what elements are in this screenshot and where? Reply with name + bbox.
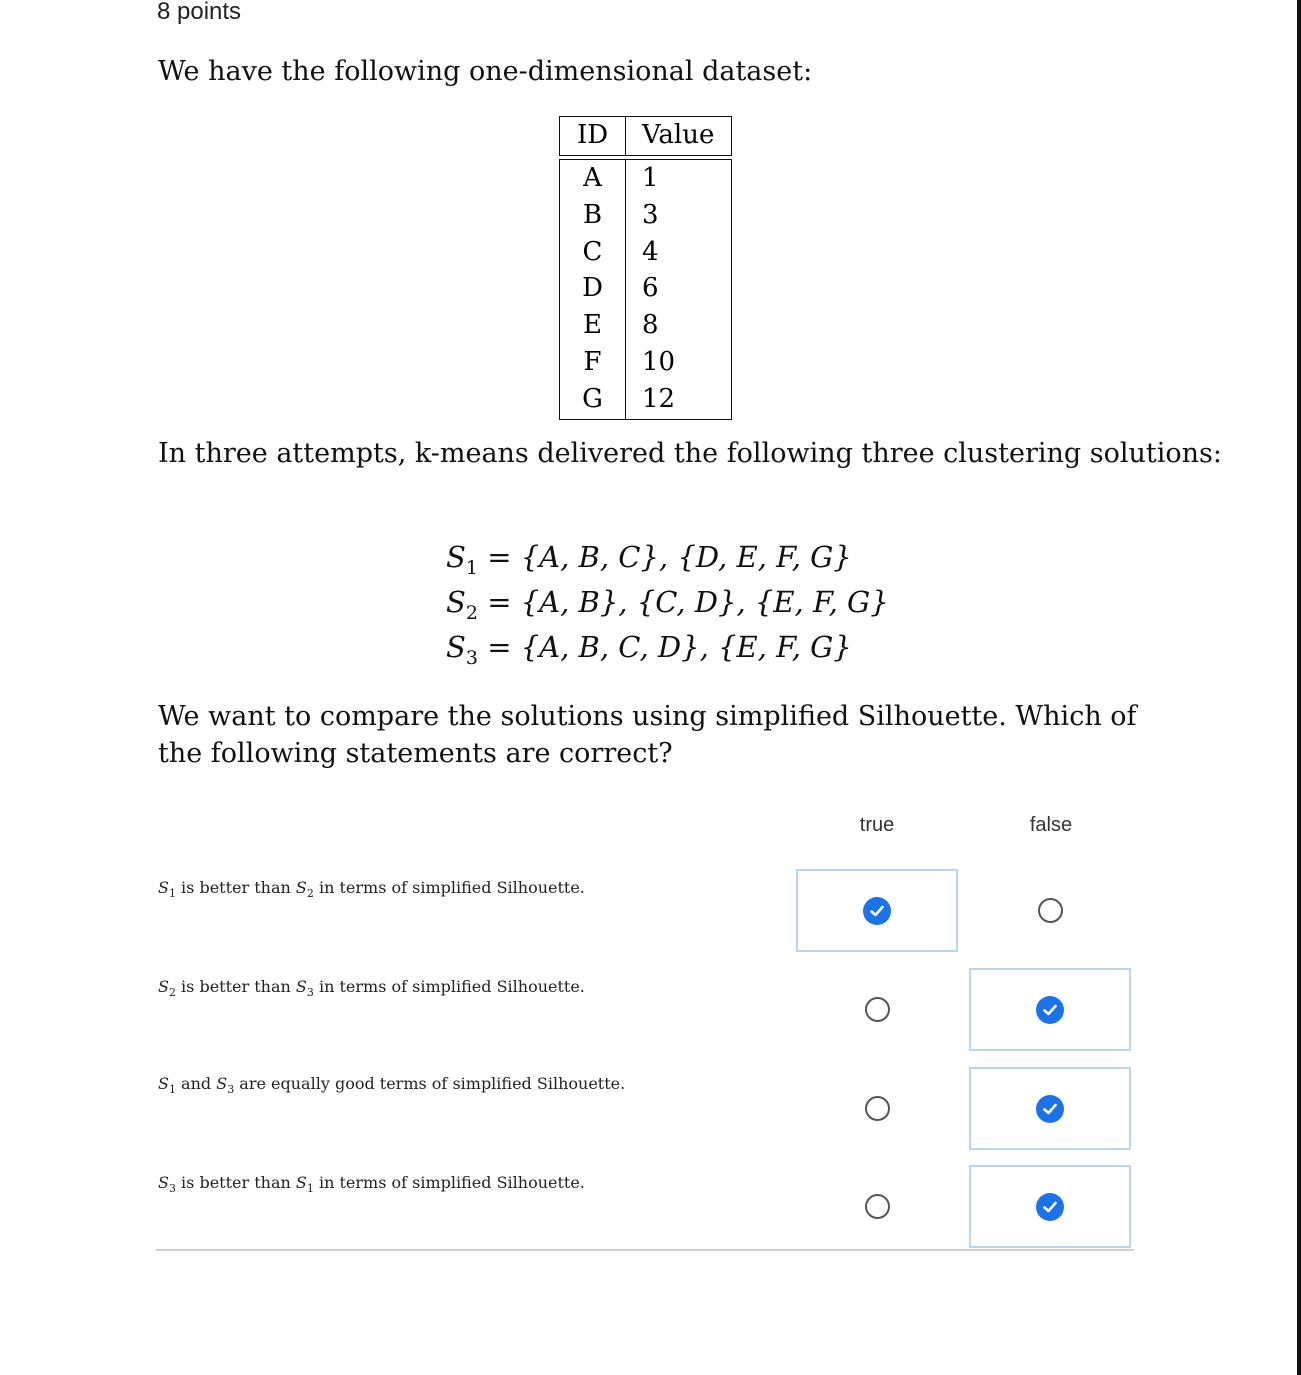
cell-value: 1 [642, 163, 659, 193]
stmt-text: is better than [175, 1173, 296, 1192]
eq-name: S [446, 585, 466, 619]
stmt-sub: 2 [306, 887, 314, 901]
radio-circle-icon [865, 997, 890, 1022]
id-column [560, 160, 626, 419]
stmt-text: is better than [175, 977, 296, 996]
option-row3-true[interactable] [796, 1067, 958, 1150]
dataset-table-header [559, 116, 732, 156]
stmt-var: S [158, 1173, 169, 1192]
checkmark-icon [863, 897, 891, 925]
compare-question-text: We want to compare the solutions using simplified Silhouette. Which of the following statements are correct? [158, 701, 1137, 769]
equation-s3 [446, 630, 852, 669]
radio-circle-icon [1038, 898, 1063, 923]
option-row4-true[interactable] [796, 1165, 958, 1248]
option-row2-true[interactable] [796, 968, 958, 1051]
eq-name: S [446, 540, 466, 574]
cell-id: D [582, 273, 603, 304]
radio-circle-icon [865, 1194, 890, 1219]
points-label: 8 points [157, 0, 242, 25]
eq-rhs: {A, B, C}, {D, E, F, G} [520, 540, 852, 574]
option-row1-true[interactable] [796, 869, 958, 952]
column-header-false: false [1029, 814, 1073, 836]
intro-text: We have the following one-dimensional dataset: [158, 56, 813, 87]
equation-s2 [446, 585, 889, 624]
cell-id: A [583, 163, 602, 193]
cell-id: E [583, 310, 602, 341]
statement-4 [158, 1173, 585, 1195]
cell-id: B [582, 199, 603, 230]
checkmark-icon [1036, 996, 1064, 1024]
solutions-intro-text: In three attempts, k-means delivered the following three clustering solutions: [158, 438, 1222, 469]
dataset-table-body [559, 159, 732, 420]
cell-id: F [583, 346, 602, 377]
statement-2 [158, 977, 585, 999]
stmt-var: S [295, 878, 307, 897]
stmt-text: in terms of simplified Silhouette. [313, 878, 585, 897]
statement-3 [158, 1074, 625, 1096]
stmt-var: S [216, 1074, 228, 1093]
stmt-sub: 2 [168, 986, 176, 1000]
column-header-true: true [859, 814, 895, 836]
option-row1-false[interactable] [969, 869, 1131, 952]
stmt-text: is better than [175, 878, 296, 897]
stmt-sub: 3 [306, 986, 314, 1000]
header-value: Value [642, 120, 715, 150]
cell-value: 12 [642, 383, 676, 414]
header-id: ID [560, 117, 626, 155]
stmt-text: are equally good terms of simplified Silhouette. [234, 1074, 626, 1093]
eq-sub: 1 [465, 556, 478, 579]
stmt-sub: 3 [168, 1182, 176, 1196]
eq-sub: 3 [465, 646, 478, 669]
cell-value: 8 [642, 310, 659, 341]
checkmark-icon [1036, 1095, 1064, 1123]
stmt-sub: 1 [168, 1083, 176, 1097]
eq-sign: = [487, 540, 512, 574]
option-row3-false[interactable] [969, 1067, 1131, 1150]
option-row4-false[interactable] [969, 1165, 1131, 1248]
stmt-sub: 1 [168, 887, 176, 901]
cell-value: 6 [642, 273, 659, 304]
stmt-sub: 1 [306, 1182, 314, 1196]
cell-value: 10 [642, 346, 676, 377]
scrollbar-edge [1297, 0, 1301, 1375]
cell-id: C [582, 236, 603, 267]
stmt-sub: 3 [227, 1083, 235, 1097]
stmt-text: in terms of simplified Silhouette. [313, 1173, 585, 1192]
checkmark-icon [1036, 1193, 1064, 1221]
stmt-var: S [295, 1173, 307, 1192]
radio-circle-icon [865, 1096, 890, 1121]
equation-s1 [446, 540, 852, 579]
stmt-text: in terms of simplified Silhouette. [313, 977, 585, 996]
stmt-var: S [158, 977, 169, 996]
stmt-var: S [295, 977, 307, 996]
value-column [626, 160, 731, 419]
eq-name: S [446, 630, 466, 664]
cell-value: 4 [642, 236, 659, 267]
eq-rhs: {A, B}, {C, D}, {E, F, G} [520, 585, 889, 619]
grid-bottom-divider [156, 1249, 1134, 1251]
option-row2-false[interactable] [969, 968, 1131, 1051]
eq-sign: = [487, 585, 512, 619]
stmt-var: S [158, 878, 169, 897]
statement-1 [158, 878, 585, 900]
stmt-text: and [175, 1074, 217, 1093]
cell-id: G [582, 383, 603, 414]
eq-sign: = [487, 630, 512, 664]
eq-sub: 2 [465, 601, 478, 624]
stmt-var: S [158, 1074, 169, 1093]
eq-rhs: {A, B, C, D}, {E, F, G} [520, 630, 852, 664]
cell-value: 3 [642, 199, 659, 230]
